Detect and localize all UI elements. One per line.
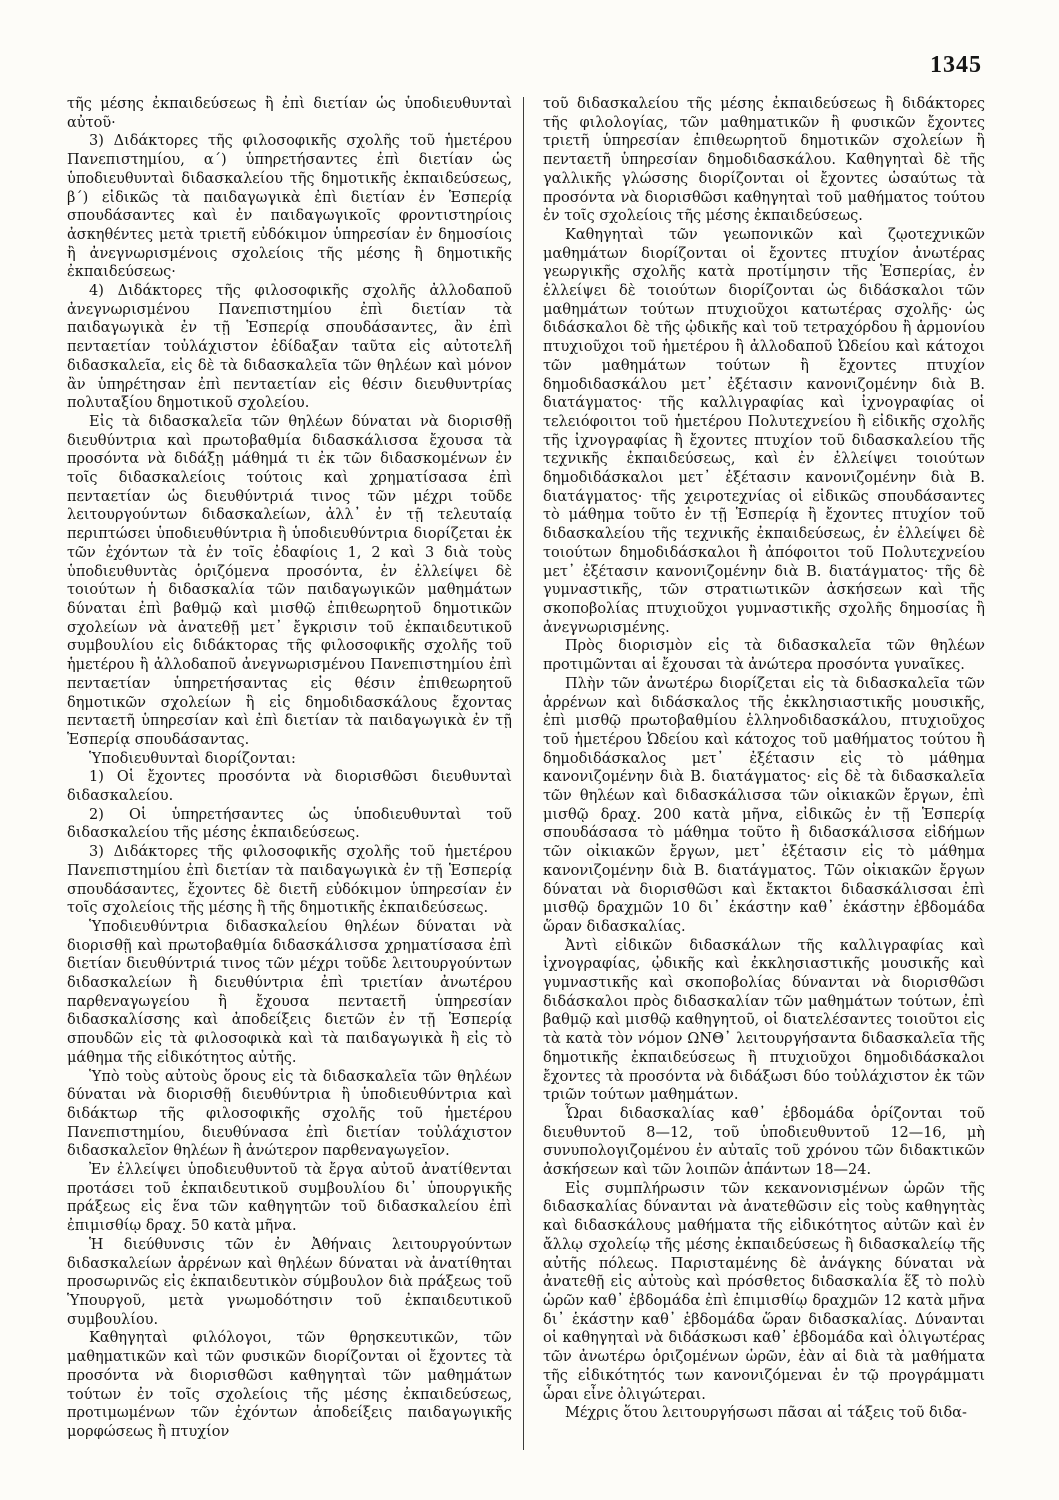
paragraph: 1) Οἱ ἔχοντες προσόντα νὰ διορισθῶσι διευθυνταὶ διδασκαλείου.	[67, 769, 512, 805]
paragraph: 2) Οἱ ὑπηρετήσαντες ὡς ὑποδιευθυνταὶ τοῦ διδασκαλείου τῆς μέσης ἐκπαιδεύσεως.	[67, 806, 512, 842]
paragraph: Ὑποδιευθύντρια διδασκαλείου θηλέων δύναται νὰ διορισθῇ καὶ πρωτοβαθμία διδασκάλισσα χρηματίσασα ἐπὶ διετίαν διευθύντριά τινος τῶν μέχρι τοῦδε λειτουργούντων διδασκαλείων ἢ διευθύντρια ἐπὶ τριετίαν ἀνωτέρου παρθεναγωγείου ἢ ἔχουσα πενταετῆ ὑπηρεσίαν διδασκαλίσσης καὶ ἀποδείξεις διετῶν ἐν τῇ Ἑσπερίᾳ σπουδῶν εἰς τὰ φιλοσοφικὰ καὶ τὰ παιδαγωγικὰ ἢ εἰς τὸ μάθημα τῆς εἰδικότητος αὐτῆς.	[67, 918, 512, 1066]
paragraph: Μέχρις ὅτου λειτουργήσωσι πᾶσαι αἱ τάξεις τοῦ διδα-	[565, 1405, 967, 1422]
paragraph: 3) Διδάκτορες τῆς φιλοσοφικῆς σχολῆς τοῦ ἡμετέρου Πανεπιστημίου, α΄) ὑπηρετήσαντες ἐπὶ διετίαν ὡς ὑποδιευθυνταὶ διδασκαλείου τῆς δημοτικῆς ἐκπαιδεύσεως, β΄) εἰδικῶς τὰ παιδαγωγικὰ ἐπὶ διετίαν ἐν Ἑσπερίᾳ σπουδάσαντες καὶ ἐν παιδαγωγικοῖς φροντιστηρίοις ἀσκηθέντες μετὰ τριετῆ εὐδόκιμον ὑπηρεσίαν ἐν δημοσίοις ἢ ἀνεγνωρισμένοις σχολείοις τῆς μέσης ἢ δημοτικῆς ἐκπαιδεύσεως·	[67, 133, 512, 281]
paragraph: Εἰς συμπλήρωσιν τῶν κεκανονισμένων ὡρῶν τῆς διδασκαλίας δύνανται νὰ ἀνατεθῶσιν εἰς τοὺς καθηγητὰς καὶ διδασκάλους μαθήματα τῆς εἰδικότητος αὐτῶν καὶ ἐν ἄλλῳ σχολείῳ τῆς μέσης ἐκπαιδεύσεως ἢ διδασκαλείῳ τῆς αὐτῆς πόλεως. Παρισταμένης δὲ ἀνάγκης δύναται νὰ ἀνατεθῇ εἰς αὐτοὺς καὶ πρόσθετος διδασκαλία ἕξ τὸ πολὺ ὡρῶν καθ᾽ ἑβδομάδα ἐπὶ ἐπιμισθίῳ δραχμῶν 12 κατὰ μῆνα δι᾽ ἑκάστην καθ᾽ ἑβδομάδα ὥραν διδασκαλίας. Δύνανται οἱ καθηγηταὶ νὰ διδάσκωσι καθ᾽ ἑβδομάδα καὶ ὀλιγωτέρας τῶν ἀνωτέρω ὁριζομένων ὡρῶν, ἐὰν αἱ διὰ τὰ μαθήματα τῆς εἰδικότητός των κανονιζόμεναι ἐν τῷ προγράμματι ὧραι εἶνε ὀλιγώτεραι.	[543, 1180, 985, 1403]
paragraph: Ἀντὶ εἰδικῶν διδασκάλων τῆς καλλιγραφίας καὶ ἰχνογραφίας, ᾠδικῆς καὶ ἐκκλησιαστικῆς μουσικῆς καὶ γυμναστικῆς καὶ σκοποβολίας δύνανται νὰ διορισθῶσι διδάσκαλοι πρὸς διδασκαλίαν τῶν μαθημάτων τούτων, ἐπὶ βαθμῷ καὶ μισθῷ καθηγητοῦ, οἱ διατελέσαντες τοιοῦτοι εἰς τὰ κατὰ τὸν νόμον ΩΝΘ᾽ λειτουργήσαντα διδασκαλεῖα τῆς δημοτικῆς ἐκπαιδεύσεως ἢ πτυχιοῦχοι δημοδιδάσκαλοι ἔχοντες τὰ προσόντα νὰ διδάξωσι δύο τοὐλάχιστον ἐκ τῶν τριῶν τούτων μαθημάτων.	[543, 937, 985, 1104]
paragraph: τῆς μέσης ἐκπαιδεύσεως ἢ ἐπὶ διετίαν ὡς ὑποδιευθυνταὶ αὐτοῦ·	[67, 96, 512, 131]
paragraph: Πλὴν τῶν ἀνωτέρω διορίζεται εἰς τὰ διδασκαλεῖα τῶν ἀρρένων καὶ διδάσκαλος τῆς ἐκκλησιαστικῆς μουσικῆς, ἐπὶ μισθῷ πρωτοβαθμίου ἑλληνοδιδασκάλου, πτυχιοῦχος τοῦ ἡμετέρου Ὠδείου καὶ κάτοχος τοῦ μαθήματος τούτου ἢ δημοδιδάσκαλος μετ᾽ ἐξέτασιν εἰς τὸ μάθημα κανονιζομένην διὰ Β. διατάγματος· εἰς δὲ τὰ διδασκαλεῖα τῶν θηλέων καὶ διδασκάλισσα τῶν οἰκιακῶν ἔργων, ἐπὶ μισθῷ δραχ. 200 κατὰ μῆνα, εἰδικῶς ἐν τῇ Ἑσπερίᾳ σπουδάσασα τὸ μάθημα τοῦτο ἢ διδασκάλισσα εἰδήμων τῶν οἰκιακῶν ἔργων, μετ᾽ ἐξέτασιν εἰς τὸ μάθημα κανονιζομένην διὰ Β. διατάγματος. Τῶν οἰκιακῶν ἔργων δύναται νὰ διορισθῶσι καὶ ἔκτακτοι διδασκάλισσαι ἐπὶ μισθῷ δραχμῶν 10 δι᾽ ἑκάστην καθ᾽ ἑκάστην ἑβδομάδα ὥραν διδασκαλίας.	[543, 675, 985, 935]
left-column	[67, 95, 512, 1442]
column-divider	[523, 97, 524, 1450]
paragraph: Καθηγηταὶ φιλόλογοι, τῶν θρησκευτικῶν, τῶν μαθηματικῶν καὶ τῶν φυσικῶν διορίζονται οἱ ἔχοντες τὰ προσόντα νὰ διορισθῶσι καθηγηταὶ τῶν μαθημάτων τούτων ἐν τοῖς σχολείοις τῆς μέσης ἐκπαιδεύσεως, προτιμωμένων τῶν ἐχόντων ἀποδείξεις παιδαγωγικῆς μορφώσεως ἢ πτυχίον	[67, 1330, 512, 1440]
paragraph: Ἐν ἐλλείψει ὑποδιευθυντοῦ τὰ ἔργα αὐτοῦ ἀνατίθενται προτάσει τοῦ ἐκπαιδευτικοῦ συμβουλίου δι᾽ ὑπουργικῆς πράξεως εἰς ἕνα τῶν καθηγητῶν τοῦ διδασκαλείου ἐπὶ ἐπιμισθίῳ δραχ. 50 κατὰ μῆνα.	[67, 1162, 512, 1235]
paragraph: Καθηγηταὶ τῶν γεωπονικῶν καὶ ζῳοτεχνικῶν μαθημάτων διορίζονται οἱ ἔχοντες πτυχίον ἀνωτέρας γεωργικῆς σχολῆς κατὰ προτίμησιν τῆς Ἑσπερίας, ἐν ἐλλείψει δὲ τοιούτων διορίζονται ὡς διδάσκαλοι τῶν μαθημάτων τούτων πτυχιοῦχοι κατωτέρας σχολῆς· ὡς διδάσκαλοι δὲ τῆς ᾠδικῆς καὶ τοῦ τετραχόρδου ἢ ἁρμονίου πτυχιοῦχοι τοῦ ἡμετέρου ἢ ἀλλοδαποῦ Ὠδείου καὶ κάτοχοι τῶν μαθημάτων τούτων ἢ ἔχοντες πτυχίον δημοδιδασκάλου μετ᾽ ἐξέτασιν κανονιζομένην διὰ Β. διατάγματος· τῆς καλλιγραφίας καὶ ἰχνογραφίας οἱ τελειόφοιτοι τοῦ ἡμετέρου Πολυτεχνείου ἢ εἰδικῆς σχολῆς τῆς ἰχνογραφίας ἢ ἔχοντες πτυχίον τοῦ διδασκαλείου τῆς τεχνικῆς ἐκπαιδεύσεως, καὶ ἐν ἐλλείψει τοιούτων δημοδιδάσκαλοι μετ᾽ ἐξέτασιν κανονιζομένην διὰ Β. διατάγματος· τῆς χειροτεχνίας οἱ εἰδικῶς σπουδάσαντες τὸ μάθημα τοῦτο ἐν τῇ Ἑσπερίᾳ ἢ ἔχοντες πτυχίον τοῦ διδασκαλείου τῆς τεχνικῆς ἐκπαιδεύσεως, ἐν ἐλλείψει δὲ τοιούτων δημοδιδάσκαλοι ἢ ἀπόφοιτοι τοῦ Πολυτεχνείου μετ᾽ ἐξέτασιν κανονιζομένην διὰ Β. διατάγματος· τῆς δὲ γυμναστικῆς, τῶν στρατιωτικῶν ἀσκήσεων καὶ τῆς σκοποβολίας πτυχιοῦχοι γυμναστικῆς σχολῆς δημοσίας ἢ ἀνεγνωρισμένης.	[543, 226, 985, 636]
paragraph: Ἡ διεύθυνσις τῶν ἐν Ἀθήναις λειτουργούντων διδασκαλείων ἀρρένων καὶ θηλέων δύναται νὰ ἀνατίθηται προσωρινῶς εἰς ἐκπαιδευτικὸν σύμβουλον διὰ πράξεως τοῦ Ὑπουργοῦ, μετὰ γνωμοδότησιν τοῦ ἐκπαιδευτικοῦ συμβουλίου.	[67, 1236, 512, 1328]
paragraph: τοῦ διδασκαλείου τῆς μέσης ἐκπαιδεύσεως ἢ διδάκτορες τῆς φιλολογίας, τῶν μαθηματικῶν ἢ φυσικῶν ἔχοντες τριετῆ ὑπηρεσίαν ἐπιθεωρητοῦ δημοτικῶν σχολείων ἢ πενταετῆ ὑπηρεσίαν δημοδιδασκάλου. Καθηγηταὶ δὲ τῆς γαλλικῆς γλώσσης διορίζονται οἱ ἔχοντες ὡσαύτως τὰ προσόντα νὰ διορισθῶσι καθηγηταὶ τοῦ μαθήματος τούτου ἐν τοῖς σχολείοις τῆς μέσης ἐκπαιδεύσεως.	[543, 96, 985, 225]
paragraph: Ὑπὸ τοὺς αὐτοὺς ὅρους εἰς τὰ διδασκαλεῖα τῶν θηλέων δύναται νὰ διορισθῇ διευθύντρια ἢ ὑποδιευθύντρια καὶ διδάκτωρ τῆς φιλοσοφικῆς σχολῆς τοῦ ἡμετέρου Πανεπιστημίου, διευθύνασα ἐπὶ διετίαν τοὐλάχιστον διδασκαλεῖον θηλέων ἢ ἀνώτερον παρθεναγωγεῖον.	[67, 1068, 512, 1160]
paragraph: Πρὸς διορισμὸν εἰς τὰ διδασκαλεῖα τῶν θηλέων προτιμῶνται αἱ ἔχουσαι τὰ ἀνώτερα προσόντα γυναῖκες.	[543, 638, 985, 674]
paragraph: 4) Διδάκτορες τῆς φιλοσοφικῆς σχολῆς ἀλλοδαποῦ ἀνεγνωρισμένου Πανεπιστημίου ἐπὶ διετίαν τὰ παιδαγωγικὰ ἐν τῇ Ἑσπερίᾳ σπουδάσαντες, ἂν ἐπὶ πενταετίαν τοὐλάχιστον ἐδίδαξαν ταῦτα εἰς αὐτοτελῆ διδασκαλεῖα, εἰς δὲ τὰ διδασκαλεῖα τῶν θηλέων καὶ μόνον ἂν ὑπηρέτησαν ἐπὶ πενταετίαν εἰς θέσιν διευθυντρίας πολυταξίου δημοτικοῦ σχολείου.	[67, 283, 512, 412]
paragraph: 3) Διδάκτορες τῆς φιλοσοφικῆς σχολῆς τοῦ ἡμετέρου Πανεπιστημίου ἐπὶ διετίαν τὰ παιδαγωγικὰ ἐν τῇ Ἑσπερίᾳ σπουδάσαντες, ἔχοντες δὲ διετῆ εὐδόκιμον ὑπηρεσίαν ἐν τοῖς σχολείοις τῆς μέσης ἢ τῆς δημοτικῆς ἐκπαιδεύσεως.	[67, 844, 512, 917]
paragraph: Ὑποδιευθυνταὶ διορίζονται:	[89, 750, 296, 767]
right-column	[543, 95, 985, 1423]
page-number: 1345	[930, 52, 982, 78]
paragraph: Εἰς τὰ διδασκαλεῖα τῶν θηλέων δύναται νὰ διορισθῇ διευθύντρια καὶ πρωτοβαθμία διδασκάλισσα ἔχουσα τὰ προσόντα νὰ διδάξῃ μάθημά τι ἐκ τῶν διδασκομένων ἐν τοῖς διδασκαλείοις τούτοις καὶ χρηματίσασα ἐπὶ πενταετίαν ὡς διευθύντριά τινος τῶν μέχρι τοῦδε λειτουργούντων διδασκαλείων, ἀλλ᾽ ἐν τῇ τελευταίᾳ περιπτώσει ὑποδιευθύντρια ἢ ὑποδιευθύντρια διορίζεται ἐκ τῶν ἐχόντων τὰ ἐν τοῖς ἐδαφίοις 1, 2 καὶ 3 διὰ τοὺς ὑποδιευθυντὰς ὁριζόμενα προσόντα, ἐν ἐλλείψει δὲ τοιούτων ἡ διδασκαλία τῶν παιδαγωγικῶν μαθημάτων δύναται ἐπὶ βαθμῷ καὶ μισθῷ ἐπιθεωρητοῦ δημοτικῶν σχολείων νὰ ἀνατεθῇ μετ᾽ ἔγκρισιν τοῦ ἐκπαιδευτικοῦ συμβουλίου εἰς διδάκτορας τῆς φιλοσοφικῆς σχολῆς τοῦ ἡμετέρου ἢ ἀλλοδαποῦ ἀνεγνωρισμένου Πανεπιστημίου ἐπὶ πενταετίαν ὑπηρετήσαντας εἰς θέσιν ἐπιθεωρητοῦ δημοτικῶν σχολείων ἢ εἰς δημοδιδασκάλους ἔχοντας πενταετῆ ὑπηρεσίαν καὶ ἐπὶ διετίαν τὰ παιδαγωγικὰ ἐν τῇ Ἑσπερίᾳ σπουδάσαντας.	[67, 413, 512, 748]
paragraph: Ὧραι διδασκαλίας καθ᾽ ἑβδομάδα ὁρίζονται τοῦ διευθυντοῦ 8—12, τοῦ ὑποδιευθυντοῦ 12—16, μὴ συνυπολογιζομένου ἐν αὐταῖς τοῦ χρόνου τῶν διδακτικῶν ἀσκήσεων καὶ τῶν λοιπῶν ἁπάντων 18—24.	[543, 1105, 985, 1179]
